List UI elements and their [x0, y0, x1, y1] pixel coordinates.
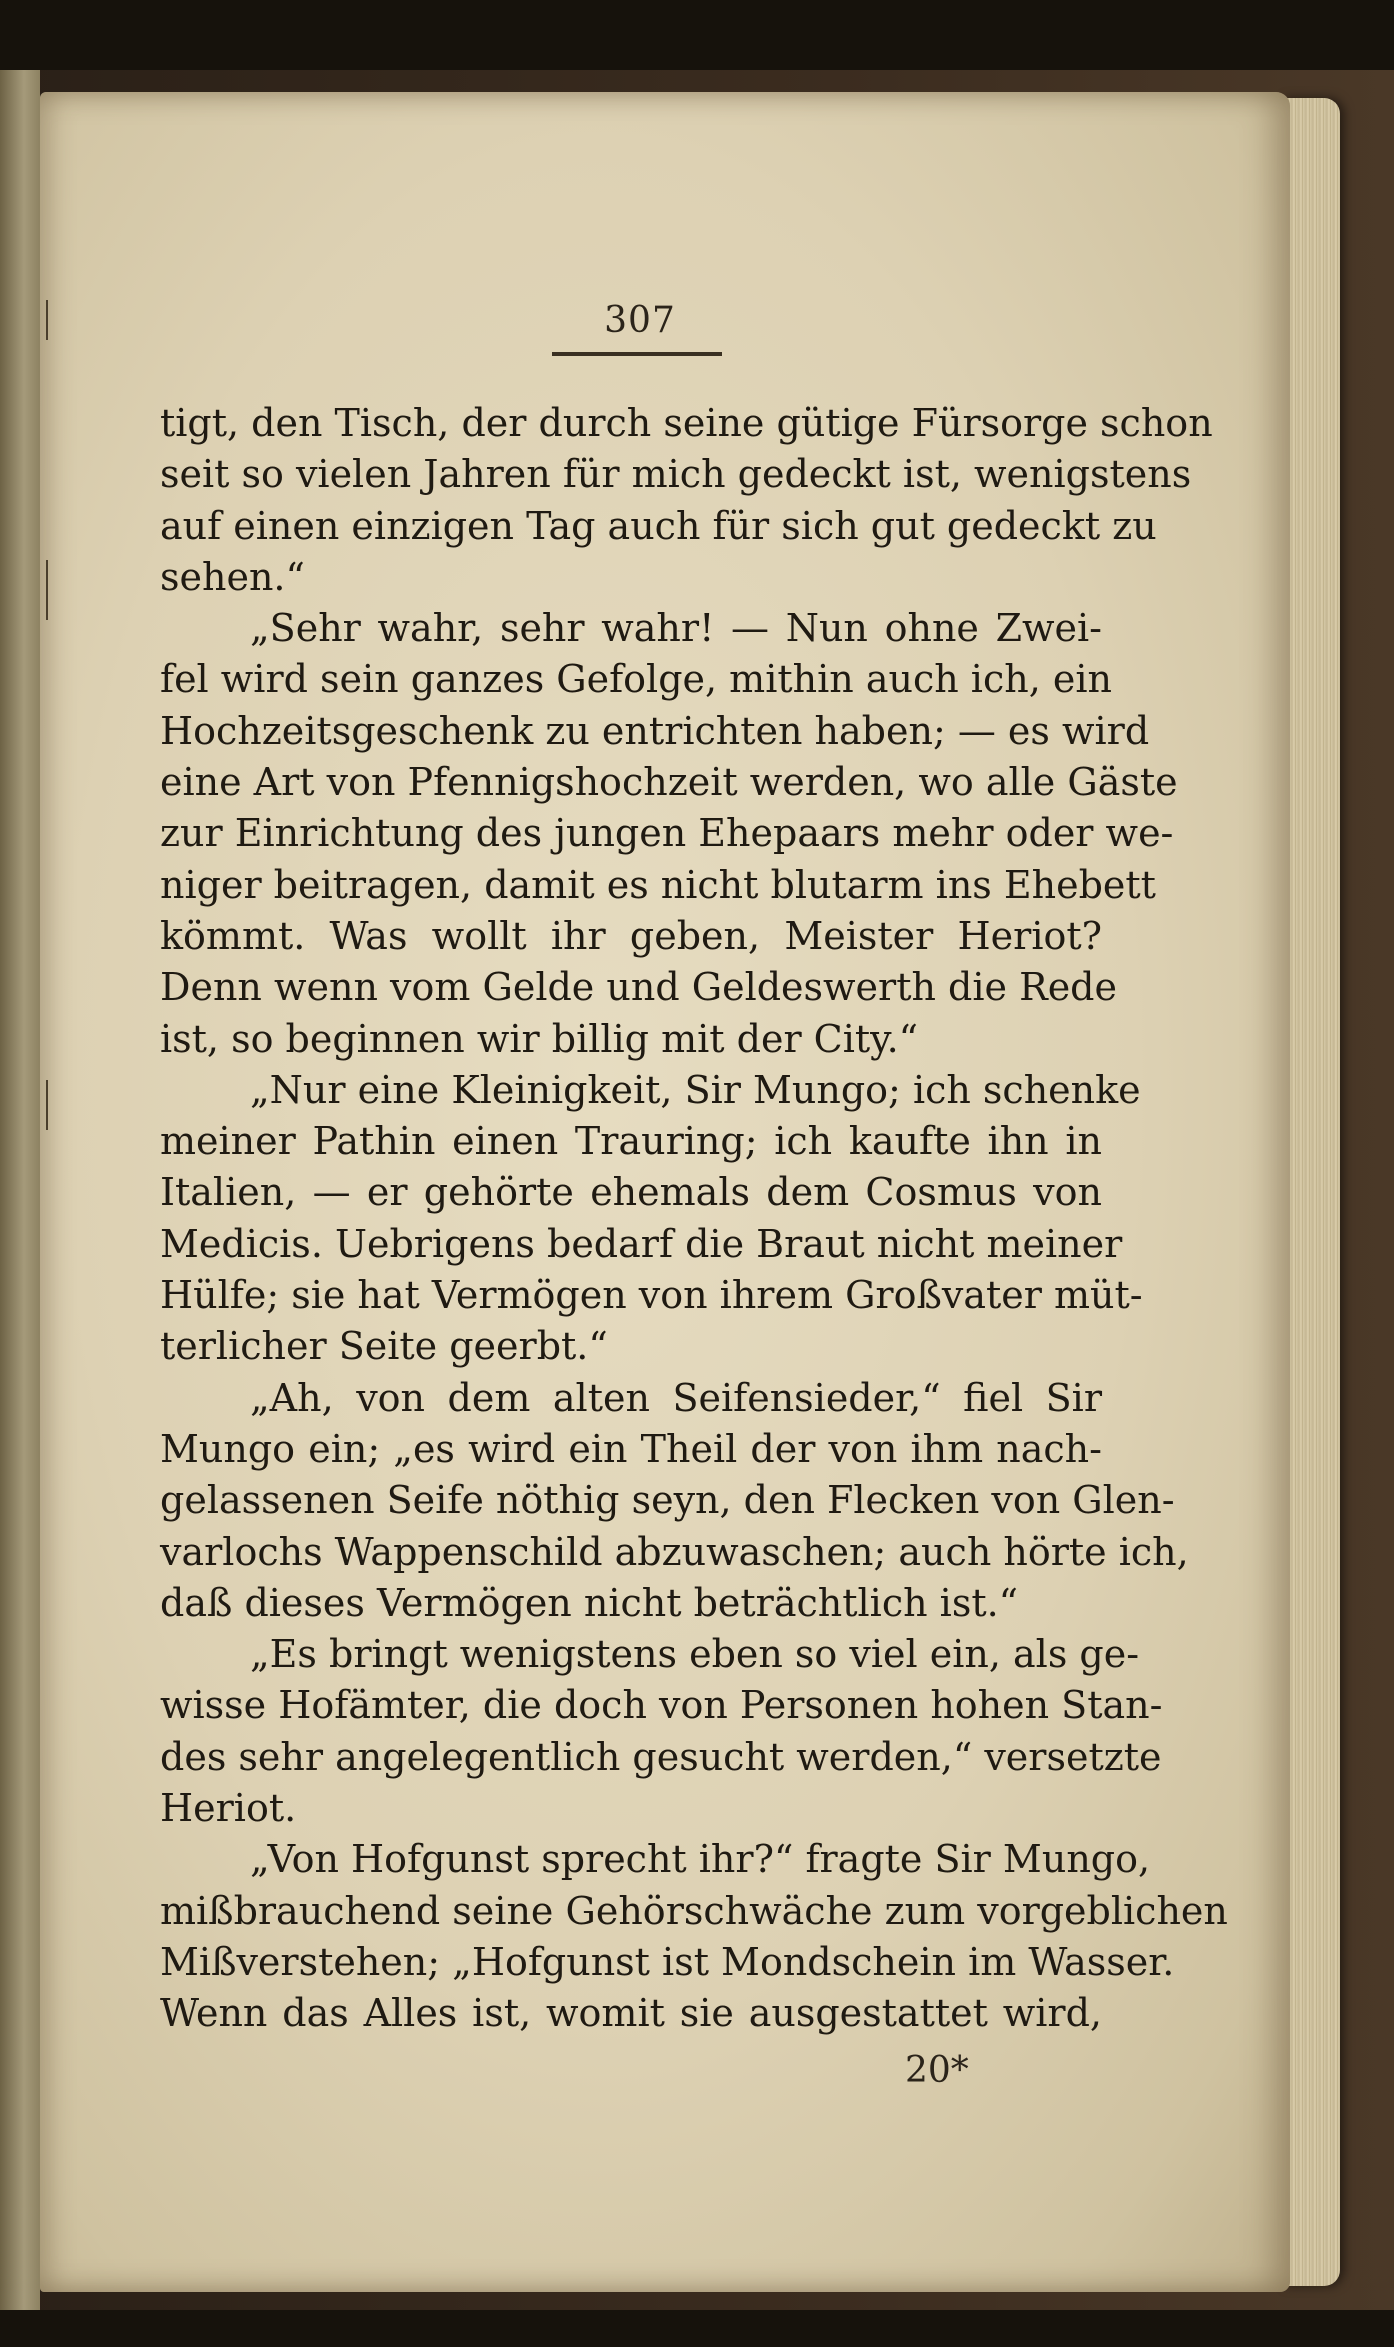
text-line: Mungo ein; „es wird ein Theil der von ihm nach- [160, 1426, 1102, 1471]
page-number: 307 [604, 300, 676, 341]
text-line: „Sehr wahr, sehr wahr! — Nun ohne Zwei- [250, 606, 1102, 651]
text-line: mißbrauchend seine Gehörschwäche zum vorgeblichen [160, 1888, 1228, 1933]
text-line: „Ah, von dem alten Seifensieder,“ fiel Sir [250, 1375, 1102, 1420]
text-line: varlochs Wappenschild abzuwaschen; auch hörte ich, [160, 1529, 1189, 1574]
text-line: Denn wenn vom Gelde und Geldeswerth die Rede [160, 965, 1117, 1010]
margin-mark [46, 1080, 48, 1130]
text-line: eine Art von Pfennigshochzeit werden, wo alle Gäste [160, 760, 1178, 805]
page-stack-edge [1282, 98, 1340, 2286]
text-line: wisse Hofämter, die doch von Personen hohen Stan- [160, 1683, 1163, 1728]
text-line: niger beitragen, damit es nicht blutarm ins Ehebett [160, 862, 1156, 907]
text-line: gelassenen Seife nöthig seyn, den Flecken von Glen- [160, 1478, 1175, 1523]
facing-page-edge [0, 70, 40, 2310]
margin-mark [46, 560, 48, 620]
text-line: meiner Pathin einen Trauring; ich kaufte ihn in [160, 1119, 1102, 1164]
text-line: sehen.“ [160, 554, 305, 599]
text-line: des sehr angelegentlich gesucht werden,“ versetzte [160, 1734, 1162, 1779]
text-line: „Von Hofgunst sprecht ihr?“ fragte Sir Mungo, [250, 1837, 1151, 1882]
text-line: „Nur eine Kleinigkeit, Sir Mungo; ich schenke [250, 1067, 1141, 1112]
text-line: auf einen einzigen Tag auch für sich gut gedeckt zu [160, 503, 1157, 548]
margin-mark [46, 300, 48, 340]
text-line: Italien, — er gehörte ehemals dem Cosmus von [160, 1170, 1102, 1215]
text-line: terlicher Seite geerbt.“ [160, 1324, 608, 1369]
text-line: Hochzeitsgeschenk zu entrichten haben; — es wird [160, 708, 1150, 753]
text-line: tigt, den Tisch, der durch seine gütige Fürsorge schon [160, 401, 1213, 445]
text-line: daß dieses Vermögen nicht beträchtlich ist.“ [160, 1580, 1019, 1625]
text-line: „Es bringt wenigstens eben so viel ein, als ge- [250, 1632, 1140, 1677]
header-rule [552, 352, 722, 356]
text-line: Heriot. [160, 1786, 297, 1831]
text-line: seit so vielen Jahren für mich gedeckt ist, wenigstens [160, 452, 1192, 497]
text-line: Hülfe; sie hat Vermögen von ihrem Großvater müt- [160, 1273, 1143, 1318]
printer-signature: 20* [905, 2050, 969, 2091]
text-line: kömmt. Was wollt ihr geben, Meister Heriot? [160, 913, 1102, 958]
text-line: ist, so beginnen wir billig mit der City.“ [160, 1016, 919, 1061]
text-line: Mißverstehen; „Hofgunst ist Mondschein im Wasser. [160, 1939, 1175, 1984]
body-text [160, 398, 1228, 2040]
text-line: Wenn das Alles ist, womit sie ausgestattet wird, [160, 1991, 1102, 2036]
text-line: zur Einrichtung des jungen Ehepaars mehr oder we- [160, 811, 1174, 856]
text-line: fel wird sein ganzes Gefolge, mithin auch ich, ein [160, 657, 1112, 702]
text-line: Medicis. Uebrigens bedarf die Braut nicht meiner [160, 1221, 1123, 1266]
